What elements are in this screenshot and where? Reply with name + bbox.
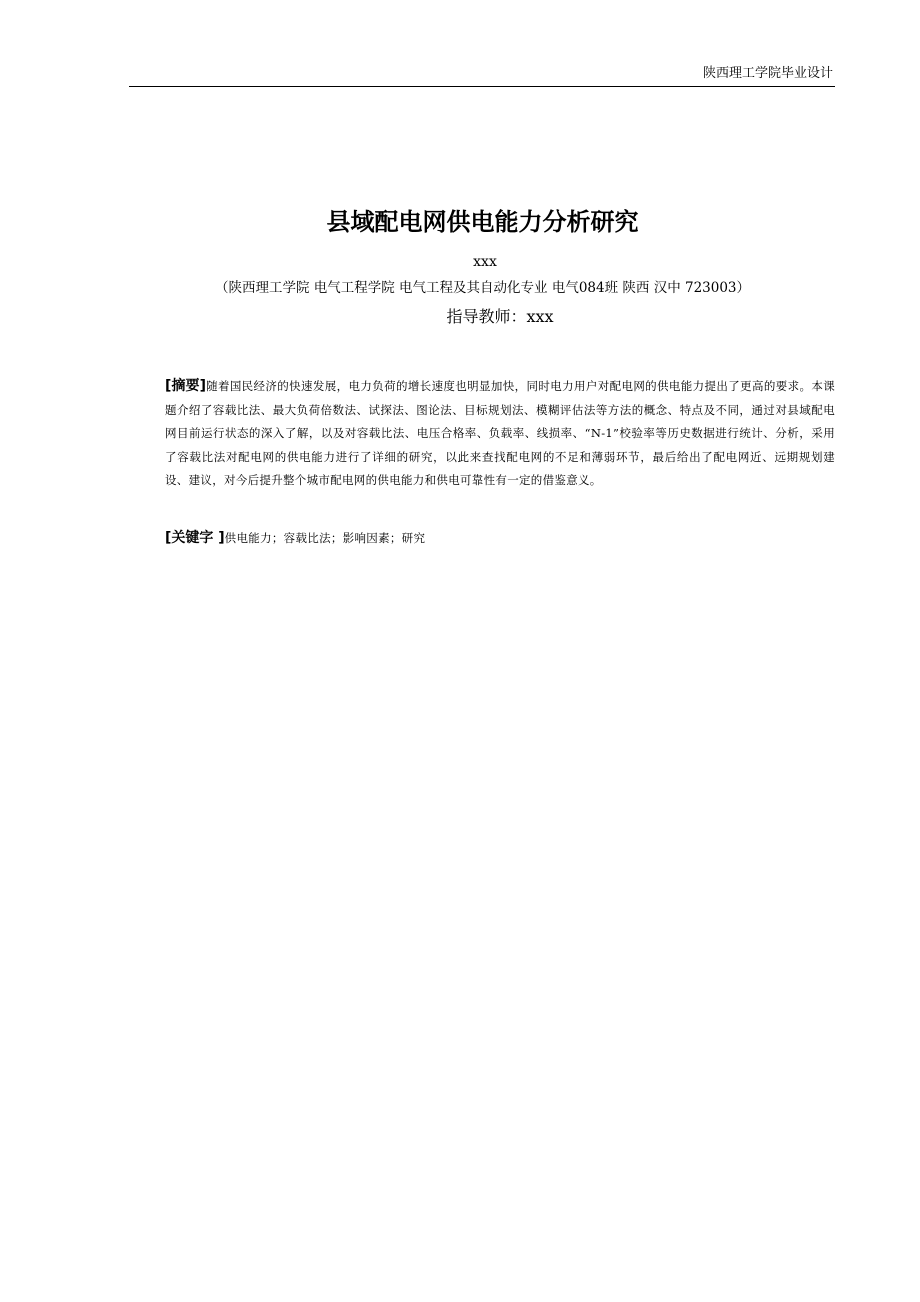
abstract-section xyxy=(165,375,835,493)
header-text: 陕西理工学院毕业设计 xyxy=(702,66,833,81)
paper-author: xxx xyxy=(473,254,497,270)
keywords-label: [关键字 ] xyxy=(165,530,225,546)
page-header xyxy=(129,64,835,87)
abstract-label: [摘要] xyxy=(165,378,207,394)
keywords-section xyxy=(165,526,835,550)
paper-advisor: 指导教师：xxx xyxy=(446,307,554,326)
paper-affiliation: （陕西理工学院 电气工程学院 电气工程及其自动化专业 电气084班 陕西 汉中 723003） xyxy=(214,280,751,296)
abstract-text: 随着国民经济的快速发展，电力负荷的增长速度也明显加快，同时电力用户对配电网的供电能力提出了更高的要求。本课题介绍了容载比法、最大负荷倍数法、试探法、图论法、目标规划法、模糊评估法等方法的概念、特点及不同，通过对县域配电网目前运行状态的深入了解，以及对容载比法、电压合格率、负载率、线损率、“N-1”校验率等历史数据进行统计、分析，采用了容载比法对配电网的供电能力进行了详细的研究，以此来查找配电网的不足和薄弱环节，最后给出了配电网近、远期规划建设、建议，对今后提升整个城市配电网的供电能力和供电可靠性有一定的借鉴意义。 xyxy=(165,379,836,487)
paper-title: 县域配电网供电能力分析研究 xyxy=(326,208,639,236)
keywords-text: 供电能力；容载比法；影响因素；研究 xyxy=(224,531,426,545)
